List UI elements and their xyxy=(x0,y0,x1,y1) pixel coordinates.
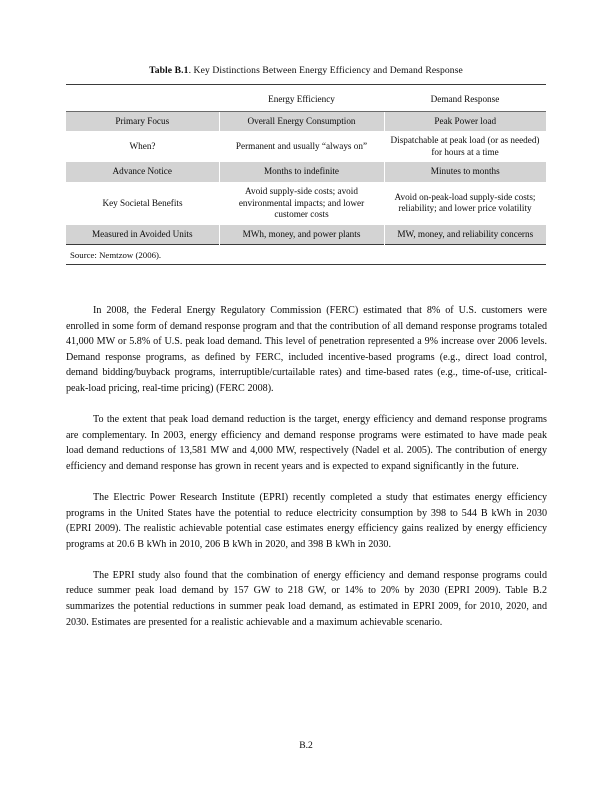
paragraph: The Electric Power Research Institute (EPRI) recently completed a study that estimates energy efficiency programs in the United States have the potential to reduce electricity consumption by 398 to 544 B kWh in 2030 (EPRI 2009). The realistic achievable potential case estimates energy efficiency gains realized by energy efficiency programs at 20.6 B kWh in 2010, 206 B kWh in 2020, and 398 B kWh in 2030. xyxy=(66,491,547,550)
table-row xyxy=(66,131,546,162)
table-header-cell-2: Demand Response xyxy=(430,94,500,104)
table-header-cell-0 xyxy=(66,89,219,111)
table-row xyxy=(66,162,546,182)
table-cell-label: Key Societal Benefits xyxy=(102,197,183,208)
table-source-note: Source: Nemtzow (2006). xyxy=(70,250,162,261)
table-cell-ee: Months to indefinite xyxy=(219,162,384,182)
table-row xyxy=(66,182,546,225)
table-cell-ee: MWh, money, and power plants xyxy=(219,225,384,245)
table-cell-dr: Avoid on-peak-load supply-side costs; reliability; and lower price volatility xyxy=(394,191,536,214)
table-cell-ee: Avoid supply-side costs; avoid environmental impacts; and lower customer costs xyxy=(238,185,365,220)
page-footer xyxy=(0,740,612,751)
table-cell-label: Primary Focus xyxy=(66,111,219,131)
table-caption-text: . Key Distinctions Between Energy Efficiency and Demand Response xyxy=(188,65,463,76)
table-cell-dr: Minutes to months xyxy=(384,162,546,182)
table-caption-label: Table B.1 xyxy=(149,65,189,76)
table-cell-dr: Peak Power load xyxy=(384,111,546,131)
page-number: B.2 xyxy=(299,740,313,751)
table-bottom-rule xyxy=(66,245,546,246)
table-cell-dr: MW, money, and reliability concerns xyxy=(384,225,546,245)
table-cell-label: Measured in Avoided Units xyxy=(66,225,219,245)
key-distinctions-table xyxy=(66,84,546,245)
table-cell-label: When? xyxy=(129,140,156,151)
body-text xyxy=(66,303,547,646)
table-row xyxy=(66,111,546,131)
table-row xyxy=(66,225,546,245)
table-b1-block xyxy=(66,64,546,265)
table-header-row xyxy=(66,89,546,111)
table-cell-ee: Permanent and usually “always on” xyxy=(235,140,368,151)
paragraph: The EPRI study also found that the combination of energy efficiency and demand response programs could reduce summer peak load demand by 157 GW to 218 GW, or 14% to 20% by 2030 (EPRI 2009). Table B.2 summarizes the potential reductions in summer peak load demand, as estimated in EPRI 2009, for 2010, 2020, and 2030. Estimates are presented for a realistic achievable and a maximum achievable scenario. xyxy=(66,569,547,628)
table-cell-dr: Dispatchable at peak load (or as needed) for hours at a time xyxy=(390,135,540,157)
table-header-cell-1: Energy Efficiency xyxy=(268,94,335,104)
table-cell-label: Advance Notice xyxy=(66,162,219,182)
table-caption xyxy=(66,64,546,77)
paragraph: To the extent that peak load demand reduction is the target, energy efficiency and demand response programs are complementary. In 2003, energy efficiency and demand response programs were estimated to have made peak load demand reductions of 13,581 MW and 4,000 MW, respectively (Nadel et al. 2005). The contribution of energy efficiency and demand response has grown in recent years and is expected to expand significantly in the future. xyxy=(66,414,547,472)
table-source-rule xyxy=(66,264,546,265)
paragraph: In 2008, the Federal Energy Regulatory Commission (FERC) estimated that 8% of U.S. customers were enrolled in some form of demand response program and that the contribution of all demand response programs totaled 41,000 MW or 5.8% of U.S. peak load demand. This level of penetration represented a 9% increase over 2006 levels. Demand response programs, as defined by FERC, included incentive-based programs (e.g., direct load control, demand bidding/buyback programs, interruptible/curtailable rates) and time-based rates (e.g., time-of-use, critical-peak-load pricing, real-time pricing) (FERC 2008). xyxy=(66,305,547,394)
table-cell-ee: Overall Energy Consumption xyxy=(219,111,384,131)
